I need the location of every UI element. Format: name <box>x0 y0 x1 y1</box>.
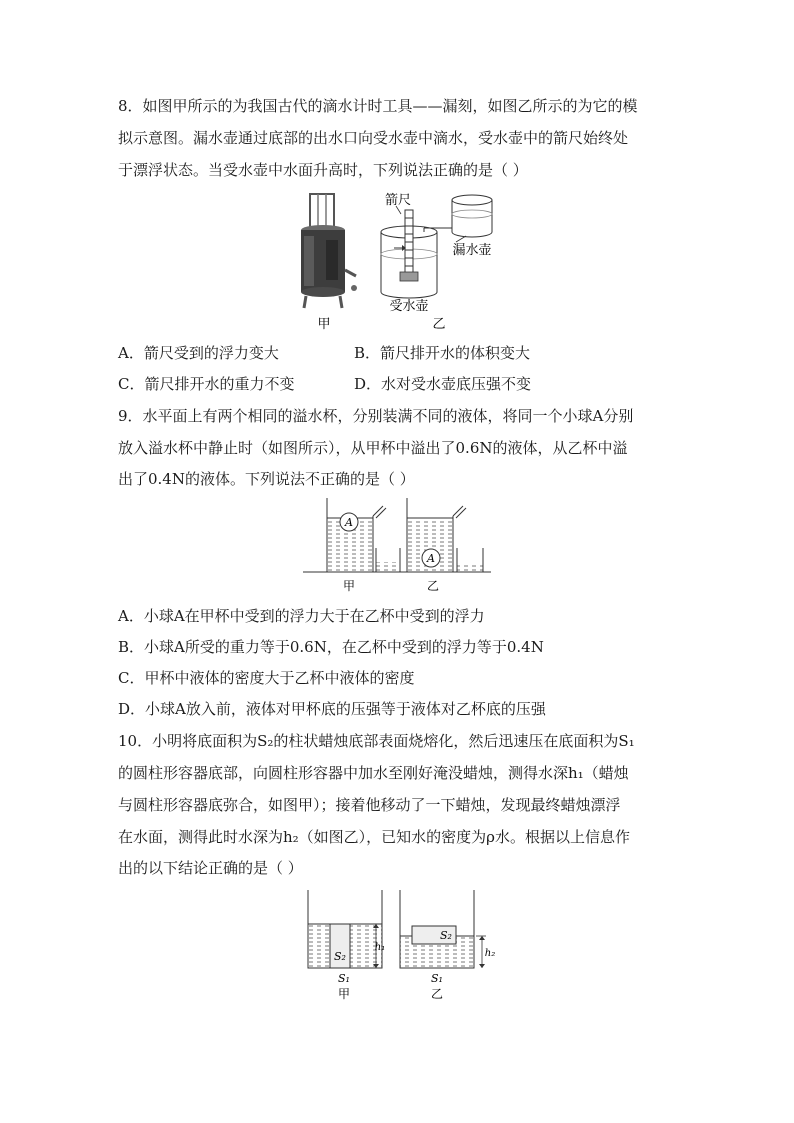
q10-h1: h₁ <box>374 942 386 953</box>
q8-option-b: B．箭尺排开水的体积变大 <box>354 344 531 362</box>
q9-option-a: A．小球A在甲杯中受到的浮力大于在乙杯中受到的浮力 <box>118 607 485 625</box>
q10-s1-jia: S₁ <box>338 972 350 985</box>
q8-label-arrow: 箭尺 <box>384 193 412 208</box>
q8-line-3: 于漂浮状态。当受水壶中水面升高时，下列说法正确的是（ ） <box>118 161 528 179</box>
q10-line-4: 在水面，测得此时水深为h₂（如图乙），已知水的密度为ρ水。根据以上信息作 <box>118 828 630 846</box>
q8-figure <box>296 192 516 332</box>
clepsydra-photo <box>301 194 357 308</box>
q8-option-c: C．箭尺排开水的重力不变 <box>118 375 295 393</box>
q8-label-yi: 乙 <box>432 317 446 332</box>
q9-label-jia: 甲 <box>342 579 356 593</box>
q9-ball-yi: A <box>427 552 435 565</box>
q9-option-d: D．小球A放入前，液体对甲杯底的压强等于液体对乙杯底的压强 <box>118 700 546 718</box>
q10-line-1: 10．小明将底面积为S₂的柱状蜡烛底部表面烧熔化，然后迅速压在底面积为S₁ <box>118 732 635 750</box>
q10-label-yi: 乙 <box>430 987 444 1001</box>
q10-line-5: 出的以下结论正确的是（ ） <box>118 859 303 877</box>
q10-line-2: 的圆柱形容器底部，向圆柱形容器中加水至刚好淹没蜡烛，测得水深h₁（蜡烛 <box>118 764 629 782</box>
q8-label-leak: 漏水壶 <box>452 243 492 258</box>
q10-s1-yi: S₁ <box>431 972 443 985</box>
q9-label-yi: 乙 <box>426 579 440 593</box>
q9-ball-jia: A <box>345 516 353 529</box>
q10-h2: h₂ <box>484 948 496 959</box>
overflow-cup-yi <box>407 498 483 572</box>
q10-s2-jia: S₂ <box>334 950 346 963</box>
q8-label-receive: 受水壶 <box>389 299 429 314</box>
q8-line-1: 8．如图甲所示的为我国古代的滴水计时工具——漏刻，如图乙所示的为它的模 <box>118 97 638 115</box>
q8-option-a: A．箭尺受到的浮力变大 <box>118 344 279 362</box>
q8-line-2: 拟示意图。漏水壶通过底部的出水口向受水壶中滴水，受水壶中的箭尺始终处 <box>118 129 629 147</box>
q8-option-d: D．水对受水壶底压强不变 <box>354 375 532 393</box>
q9-option-b: B．小球A所受的重力等于0.6N，在乙杯中受到的浮力等于0.4N <box>118 638 544 656</box>
q9-line-2: 放入溢水杯中静止时（如图所示），从甲杯中溢出了0.6N的液体，从乙杯中溢 <box>118 439 628 457</box>
q10-label-jia: 甲 <box>337 987 351 1001</box>
q9-line-3: 出了0.4N的液体。下列说法不正确的是（ ） <box>118 470 415 488</box>
q10-figure <box>300 888 500 1006</box>
q9-option-c: C．甲杯中液体的密度大于乙杯中液体的密度 <box>118 669 415 687</box>
q10-line-3: 与圆柱形容器底弥合，如图甲）；接着他移动了一下蜡烛，发现最终蜡烛漂浮 <box>118 796 621 814</box>
q8-label-jia: 甲 <box>317 317 331 332</box>
q9-line-1: 9．水平面上有两个相同的溢水杯，分别装满不同的液体，将同一个小球A分别 <box>118 407 634 425</box>
overflow-cup-jia <box>327 498 400 572</box>
q9-figure <box>303 496 493 596</box>
q10-s2-yi: S₂ <box>440 929 452 942</box>
